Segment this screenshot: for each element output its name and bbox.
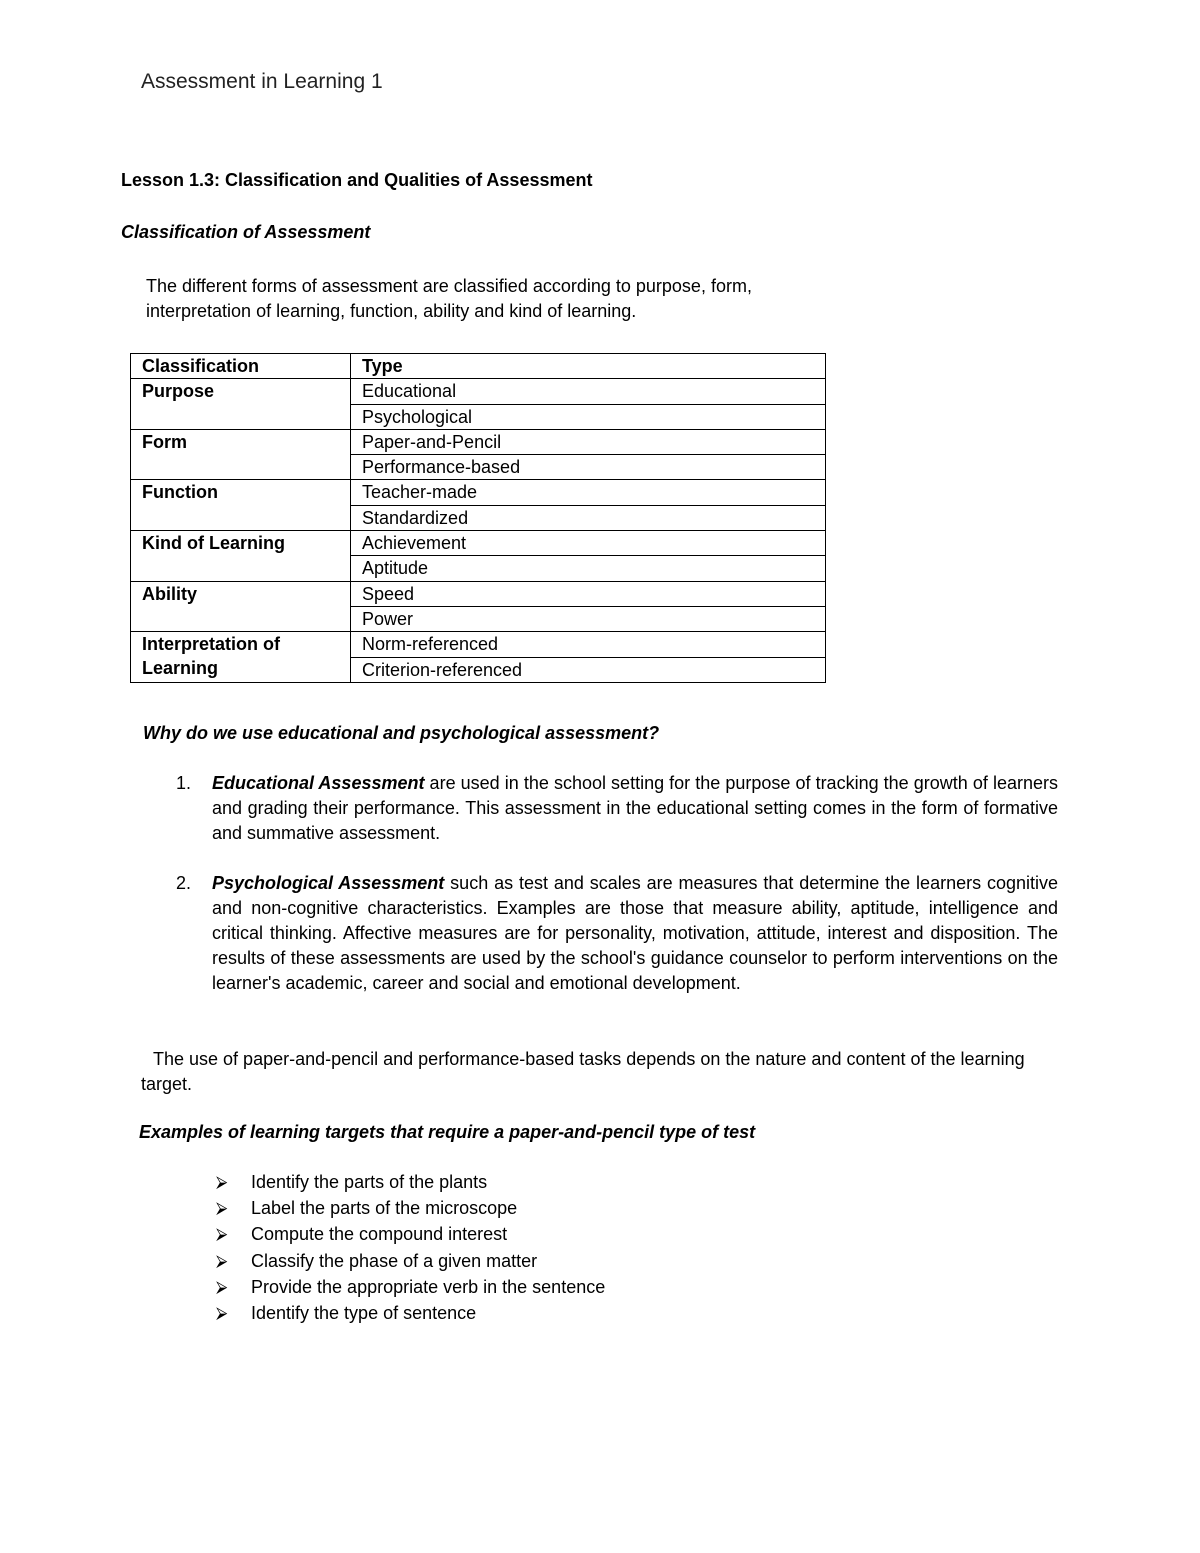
- list-item: [216, 1195, 605, 1221]
- table-row: [131, 581, 826, 606]
- list-item-text: such as test and scales are measures that determine the learners cognitive and non-cognitive characteristics. Examples are those that measure ability, aptitude, intelligence and critical thinking. Affective measures are for personality, motivation, attitude, interest and disposition. The results of these assessments are used by the school's guidance counselor to perform interventions on the learner's academic, career and social and emotional development.: [212, 873, 1058, 993]
- classification-cell: Ability: [131, 581, 351, 632]
- classification-cell: Purpose: [131, 379, 351, 430]
- list-item-text: are used in the school setting for the purpose of tracking the growth of learners and grading their performance. This assessment in the educational setting comes in the form of formative and summative assessment.: [212, 773, 1058, 843]
- table-row: [131, 429, 826, 454]
- list-item: [176, 871, 1058, 996]
- type-cell: Speed: [351, 581, 826, 606]
- tasks-paragraph: The use of paper-and-pencil and performance-based tasks depends on the nature and content of the learning target.: [141, 1049, 1025, 1094]
- list-item-text: Label the parts of the microscope: [251, 1198, 518, 1219]
- why-question-heading: Why do we use educational and psychological assessment?: [143, 723, 660, 743]
- table-header-classification: Classification: [131, 354, 351, 379]
- type-cell: Power: [351, 606, 826, 631]
- type-cell: Paper-and-Pencil: [351, 429, 826, 454]
- list-item: [216, 1274, 605, 1300]
- list-item: [216, 1169, 605, 1195]
- list-number: 2.: [176, 873, 192, 893]
- type-cell: Criterion-referenced: [351, 657, 826, 682]
- arrowhead-bullet-icon: ⮚: [216, 1198, 228, 1218]
- table-row: [131, 379, 826, 404]
- section-title: Classification of Assessment: [121, 222, 371, 242]
- classification-cell: Kind of Learning: [131, 531, 351, 582]
- type-cell: Standardized: [351, 505, 826, 530]
- arrowhead-bullet-icon: ⮚: [216, 1303, 228, 1323]
- type-cell: Psychological: [351, 404, 826, 429]
- list-item: [176, 771, 1058, 846]
- arrowhead-bullet-icon: ⮚: [216, 1250, 228, 1270]
- list-item: [216, 1248, 605, 1274]
- type-cell: Teacher-made: [351, 480, 826, 505]
- table-row: [131, 632, 826, 657]
- page-header: Assessment in Learning 1: [141, 70, 383, 93]
- classification-cell: Function: [131, 480, 351, 531]
- list-item-text: Identify the type of sentence: [251, 1303, 477, 1324]
- list-item-text: Identify the parts of the plants: [251, 1172, 488, 1192]
- list-number: 1.: [176, 773, 192, 793]
- arrowhead-bullet-icon: ⮚: [216, 1224, 228, 1244]
- examples-heading: Examples of learning targets that require a paper-and-pencil type of test: [139, 1122, 756, 1142]
- type-cell: Achievement: [351, 531, 826, 556]
- arrowhead-bullet-icon: ⮚: [216, 1172, 228, 1191]
- arrowhead-bullet-icon: ⮚: [216, 1276, 228, 1296]
- term-psychological-assessment: Psychological Assessment: [212, 873, 445, 893]
- term-educational-assessment: Educational Assessment: [212, 773, 425, 793]
- type-cell: Aptitude: [351, 556, 826, 581]
- learning-targets-list: [216, 1169, 605, 1326]
- assessment-types-list: [176, 771, 1058, 996]
- type-cell: Performance-based: [351, 455, 826, 480]
- list-item-text: Provide the appropriate verb in the sentence: [251, 1276, 606, 1297]
- type-cell: Norm-referenced: [351, 632, 826, 657]
- list-item-text: Classify the phase of a given matter: [251, 1250, 538, 1271]
- list-item: [216, 1300, 605, 1326]
- classification-table: [130, 353, 826, 683]
- classification-cell: Interpretation of Learning: [131, 632, 351, 683]
- type-cell: Educational: [351, 379, 826, 404]
- table-row: [131, 531, 826, 556]
- classification-cell: Form: [131, 429, 351, 480]
- lesson-title: Lesson 1.3: Classification and Qualities of Assessment: [121, 170, 593, 190]
- list-item-text: Compute the compound interest: [251, 1224, 508, 1245]
- table-row: [131, 480, 826, 505]
- intro-paragraph: The different forms of assessment are classified according to purpose, form, interpretation of learning, function, ability and kind of learning.: [146, 276, 752, 321]
- table-header-type: Type: [351, 354, 826, 379]
- table-header-row: [131, 354, 826, 379]
- list-item: [216, 1221, 605, 1247]
